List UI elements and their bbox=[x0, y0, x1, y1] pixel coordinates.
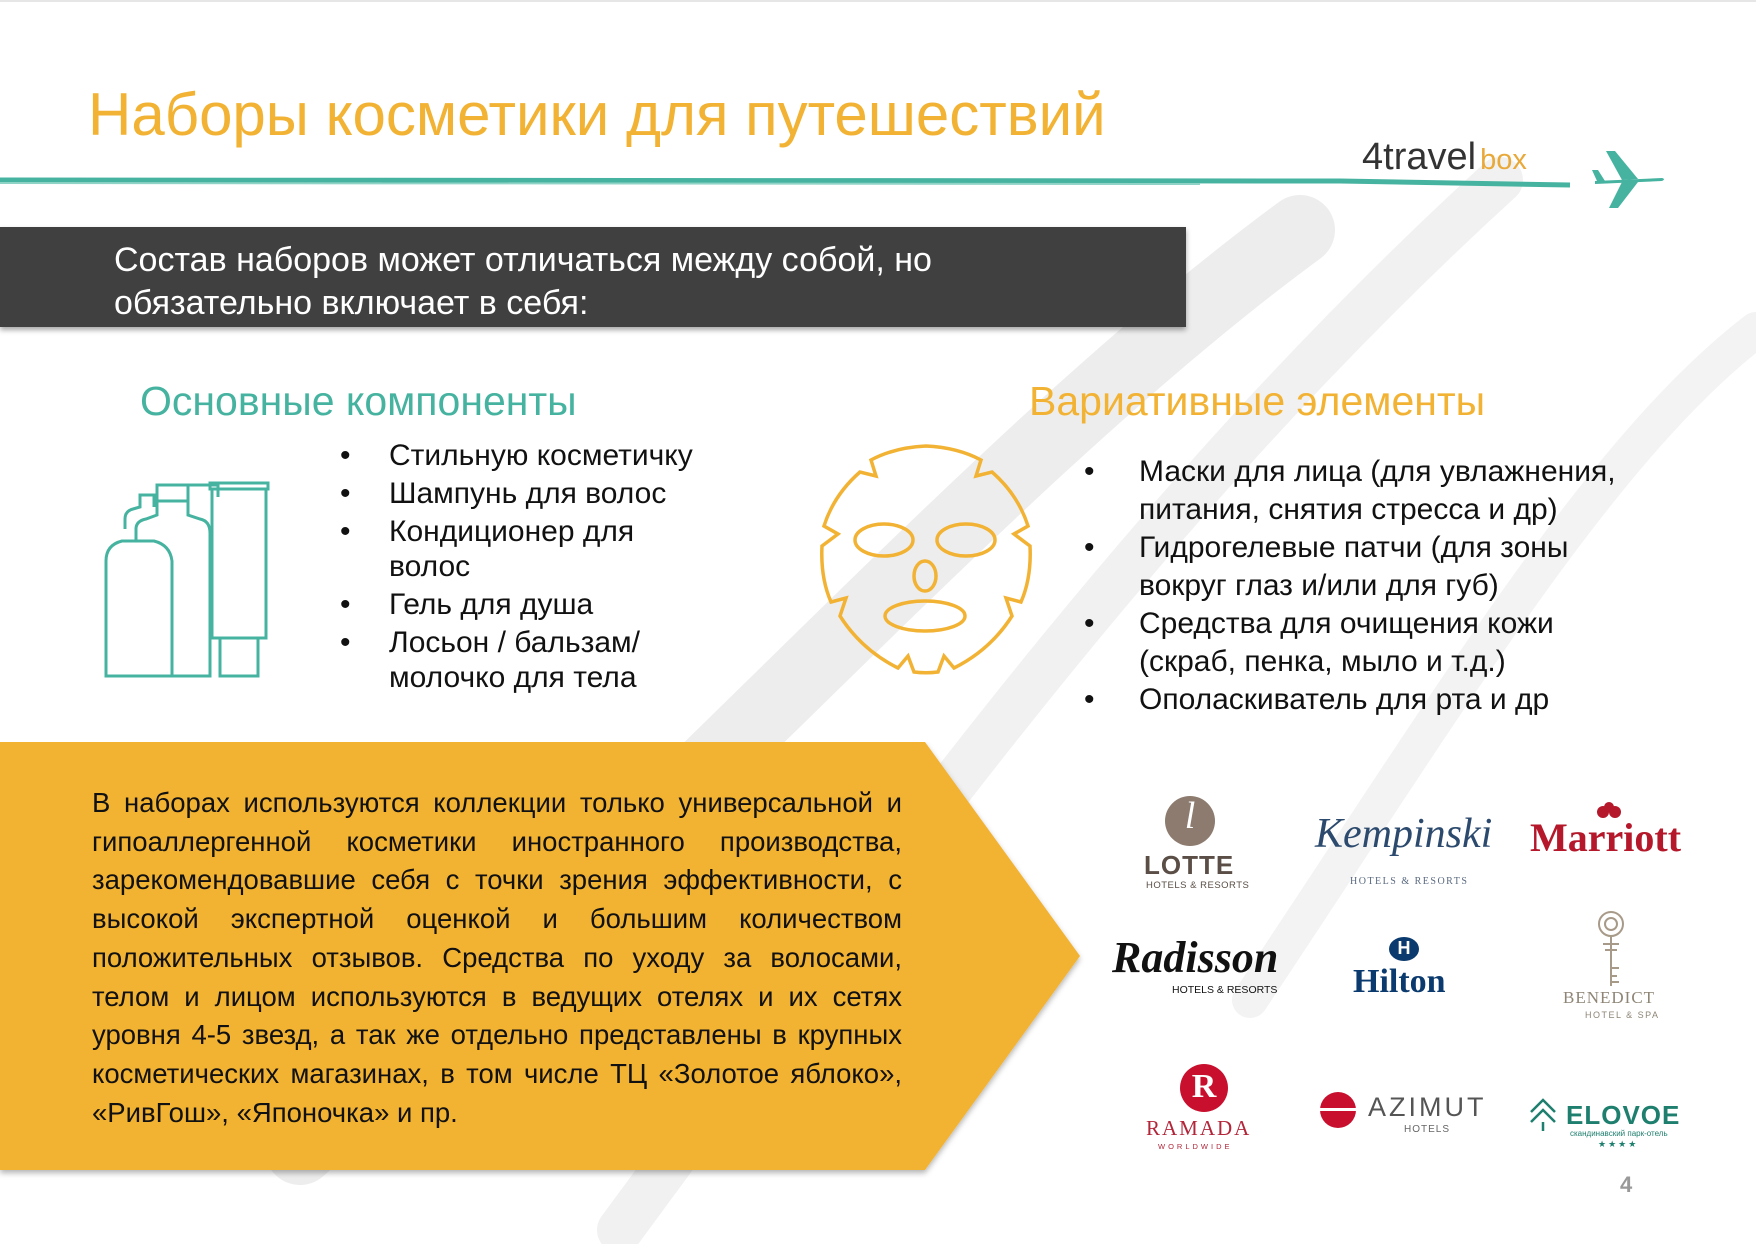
list-item bbox=[340, 625, 740, 695]
list-item bbox=[1084, 529, 1684, 605]
benedict-logo bbox=[1555, 910, 1675, 1025]
variable-elements-heading: Вариативные элементы bbox=[1029, 378, 1486, 424]
variable-elements-list bbox=[1084, 453, 1684, 719]
main-components-heading: Основные компоненты bbox=[140, 378, 577, 424]
benedict-name: BENEDICT bbox=[1563, 988, 1656, 1007]
list-item-text: Стильную косметичку bbox=[389, 439, 693, 472]
marriott-name: Marriott bbox=[1530, 815, 1682, 860]
elovoe-tree-icon bbox=[1528, 1098, 1558, 1132]
list-item-text-cont: вокруг глаз и/или для губ) bbox=[1139, 569, 1499, 602]
bullet-icon: • bbox=[340, 439, 351, 472]
list-item bbox=[340, 476, 740, 511]
azimut-logo bbox=[1320, 1090, 1490, 1140]
ramada-name: RAMADA bbox=[1146, 1116, 1252, 1140]
list-item bbox=[1084, 605, 1684, 681]
bullet-icon: • bbox=[340, 626, 351, 659]
azimut-sub: HOTELS bbox=[1404, 1124, 1451, 1135]
elovoe-stars: ★★★★ bbox=[1598, 1139, 1639, 1149]
brand-main: 4travel bbox=[1362, 136, 1477, 178]
kempinski-logo bbox=[1315, 810, 1493, 890]
hilton-mark: H bbox=[1397, 938, 1411, 958]
ramada-logo bbox=[1140, 1062, 1270, 1152]
ramada-sub: WORLDWIDE bbox=[1158, 1142, 1233, 1151]
list-item bbox=[1084, 681, 1684, 719]
airplane-icon bbox=[1592, 148, 1667, 210]
callout-text: В наборах используются коллекции только универсальной и гипоаллергенной косметики иностранного производства, зарекомендовавшие себя с точки зрения эффективности, с высокой экспертной оценкой и большим количеством положительных отзывов. Средства по уходу за волосами, телом и лицом используются в ведущих отелях и их сетях уровня 4-5 звезд, а так же отдельно представлены в крупных косметических магазинах, в том числе ТЦ «Золотое яблоко», «РивГош», «Японочка» и пр. bbox=[92, 787, 902, 1128]
bullet-icon: • bbox=[1084, 683, 1095, 716]
marriott-logo bbox=[1530, 800, 1690, 870]
list-item-text: Шампунь для волос bbox=[389, 477, 667, 510]
lotte-logo bbox=[1108, 780, 1268, 890]
brand-logo bbox=[1362, 136, 1527, 179]
bullet-icon: • bbox=[340, 477, 351, 510]
list-item bbox=[340, 587, 740, 622]
banner-line-1: Состав наборов может отличаться между собой, но bbox=[114, 241, 932, 279]
main-components-list bbox=[340, 438, 740, 698]
lotte-name: LOTTE bbox=[1144, 850, 1235, 880]
elovoe-name: ELOVOE bbox=[1566, 1100, 1681, 1130]
benedict-key-icon bbox=[1591, 910, 1631, 990]
list-item-text-cont: молочко для тела bbox=[389, 661, 637, 694]
bullet-icon: • bbox=[340, 588, 351, 621]
page-number: 4 bbox=[1620, 1172, 1633, 1197]
lotte-sub: HOTELS & RESORTS bbox=[1146, 880, 1250, 891]
list-item-text: Лосьон / бальзам/ bbox=[389, 626, 640, 659]
list-item-text-cont: волос bbox=[389, 550, 471, 583]
list-item-text: Ополаскиватель для рта и др bbox=[1139, 683, 1550, 716]
page-title: Наборы косметики для путешествий bbox=[88, 81, 1106, 148]
list-item-text-cont: питания, снятия стресса и др) bbox=[1139, 493, 1558, 526]
list-item-text: Гель для душа bbox=[389, 588, 594, 621]
elovoe-sub: скандинавский парк-отель bbox=[1570, 1129, 1668, 1138]
benedict-sub: HOTEL & SPA bbox=[1585, 1010, 1660, 1020]
ramada-mark: R bbox=[1191, 1068, 1217, 1105]
radisson-logo bbox=[1112, 932, 1282, 1002]
list-item bbox=[340, 438, 740, 473]
list-item bbox=[340, 514, 740, 584]
bullet-icon: • bbox=[1084, 607, 1095, 640]
top-border bbox=[0, 0, 1756, 2]
bullet-icon: • bbox=[340, 515, 351, 548]
brand-sub: box bbox=[1480, 144, 1527, 176]
bullet-icon: • bbox=[1084, 455, 1095, 488]
radisson-sub: HOTELS & RESORTS bbox=[1172, 984, 1278, 996]
list-item-text-cont: (скраб, пенка, мыло и т.д.) bbox=[1139, 645, 1506, 678]
list-item-text: Средства для очищения кожи bbox=[1139, 607, 1554, 640]
cosmetics-bottles-icon bbox=[100, 475, 275, 680]
banner-line-2: обязательно включает в себя: bbox=[114, 284, 589, 322]
radisson-name: Radisson bbox=[1112, 933, 1279, 982]
kempinski-name: Kempinski bbox=[1315, 811, 1493, 857]
intro-banner bbox=[0, 227, 1186, 327]
list-item-text: Кондиционер для bbox=[389, 515, 635, 548]
banner-text bbox=[114, 239, 932, 325]
lotte-mark: l bbox=[1184, 795, 1196, 837]
azimut-name: AZIMUT bbox=[1368, 1092, 1487, 1122]
list-item bbox=[1084, 453, 1684, 529]
bullet-icon: • bbox=[1084, 531, 1095, 564]
list-item-text: Маски для лица (для увлажнения, bbox=[1139, 455, 1616, 488]
kempinski-sub: HOTELS & RESORTS bbox=[1350, 876, 1469, 887]
elovoe-logo bbox=[1528, 1098, 1708, 1153]
face-mask-icon bbox=[818, 442, 1034, 677]
hilton-name: Hilton bbox=[1353, 963, 1446, 1000]
hilton-logo bbox=[1345, 935, 1475, 1010]
list-item-text: Гидрогелевые патчи (для зоны bbox=[1139, 531, 1569, 564]
